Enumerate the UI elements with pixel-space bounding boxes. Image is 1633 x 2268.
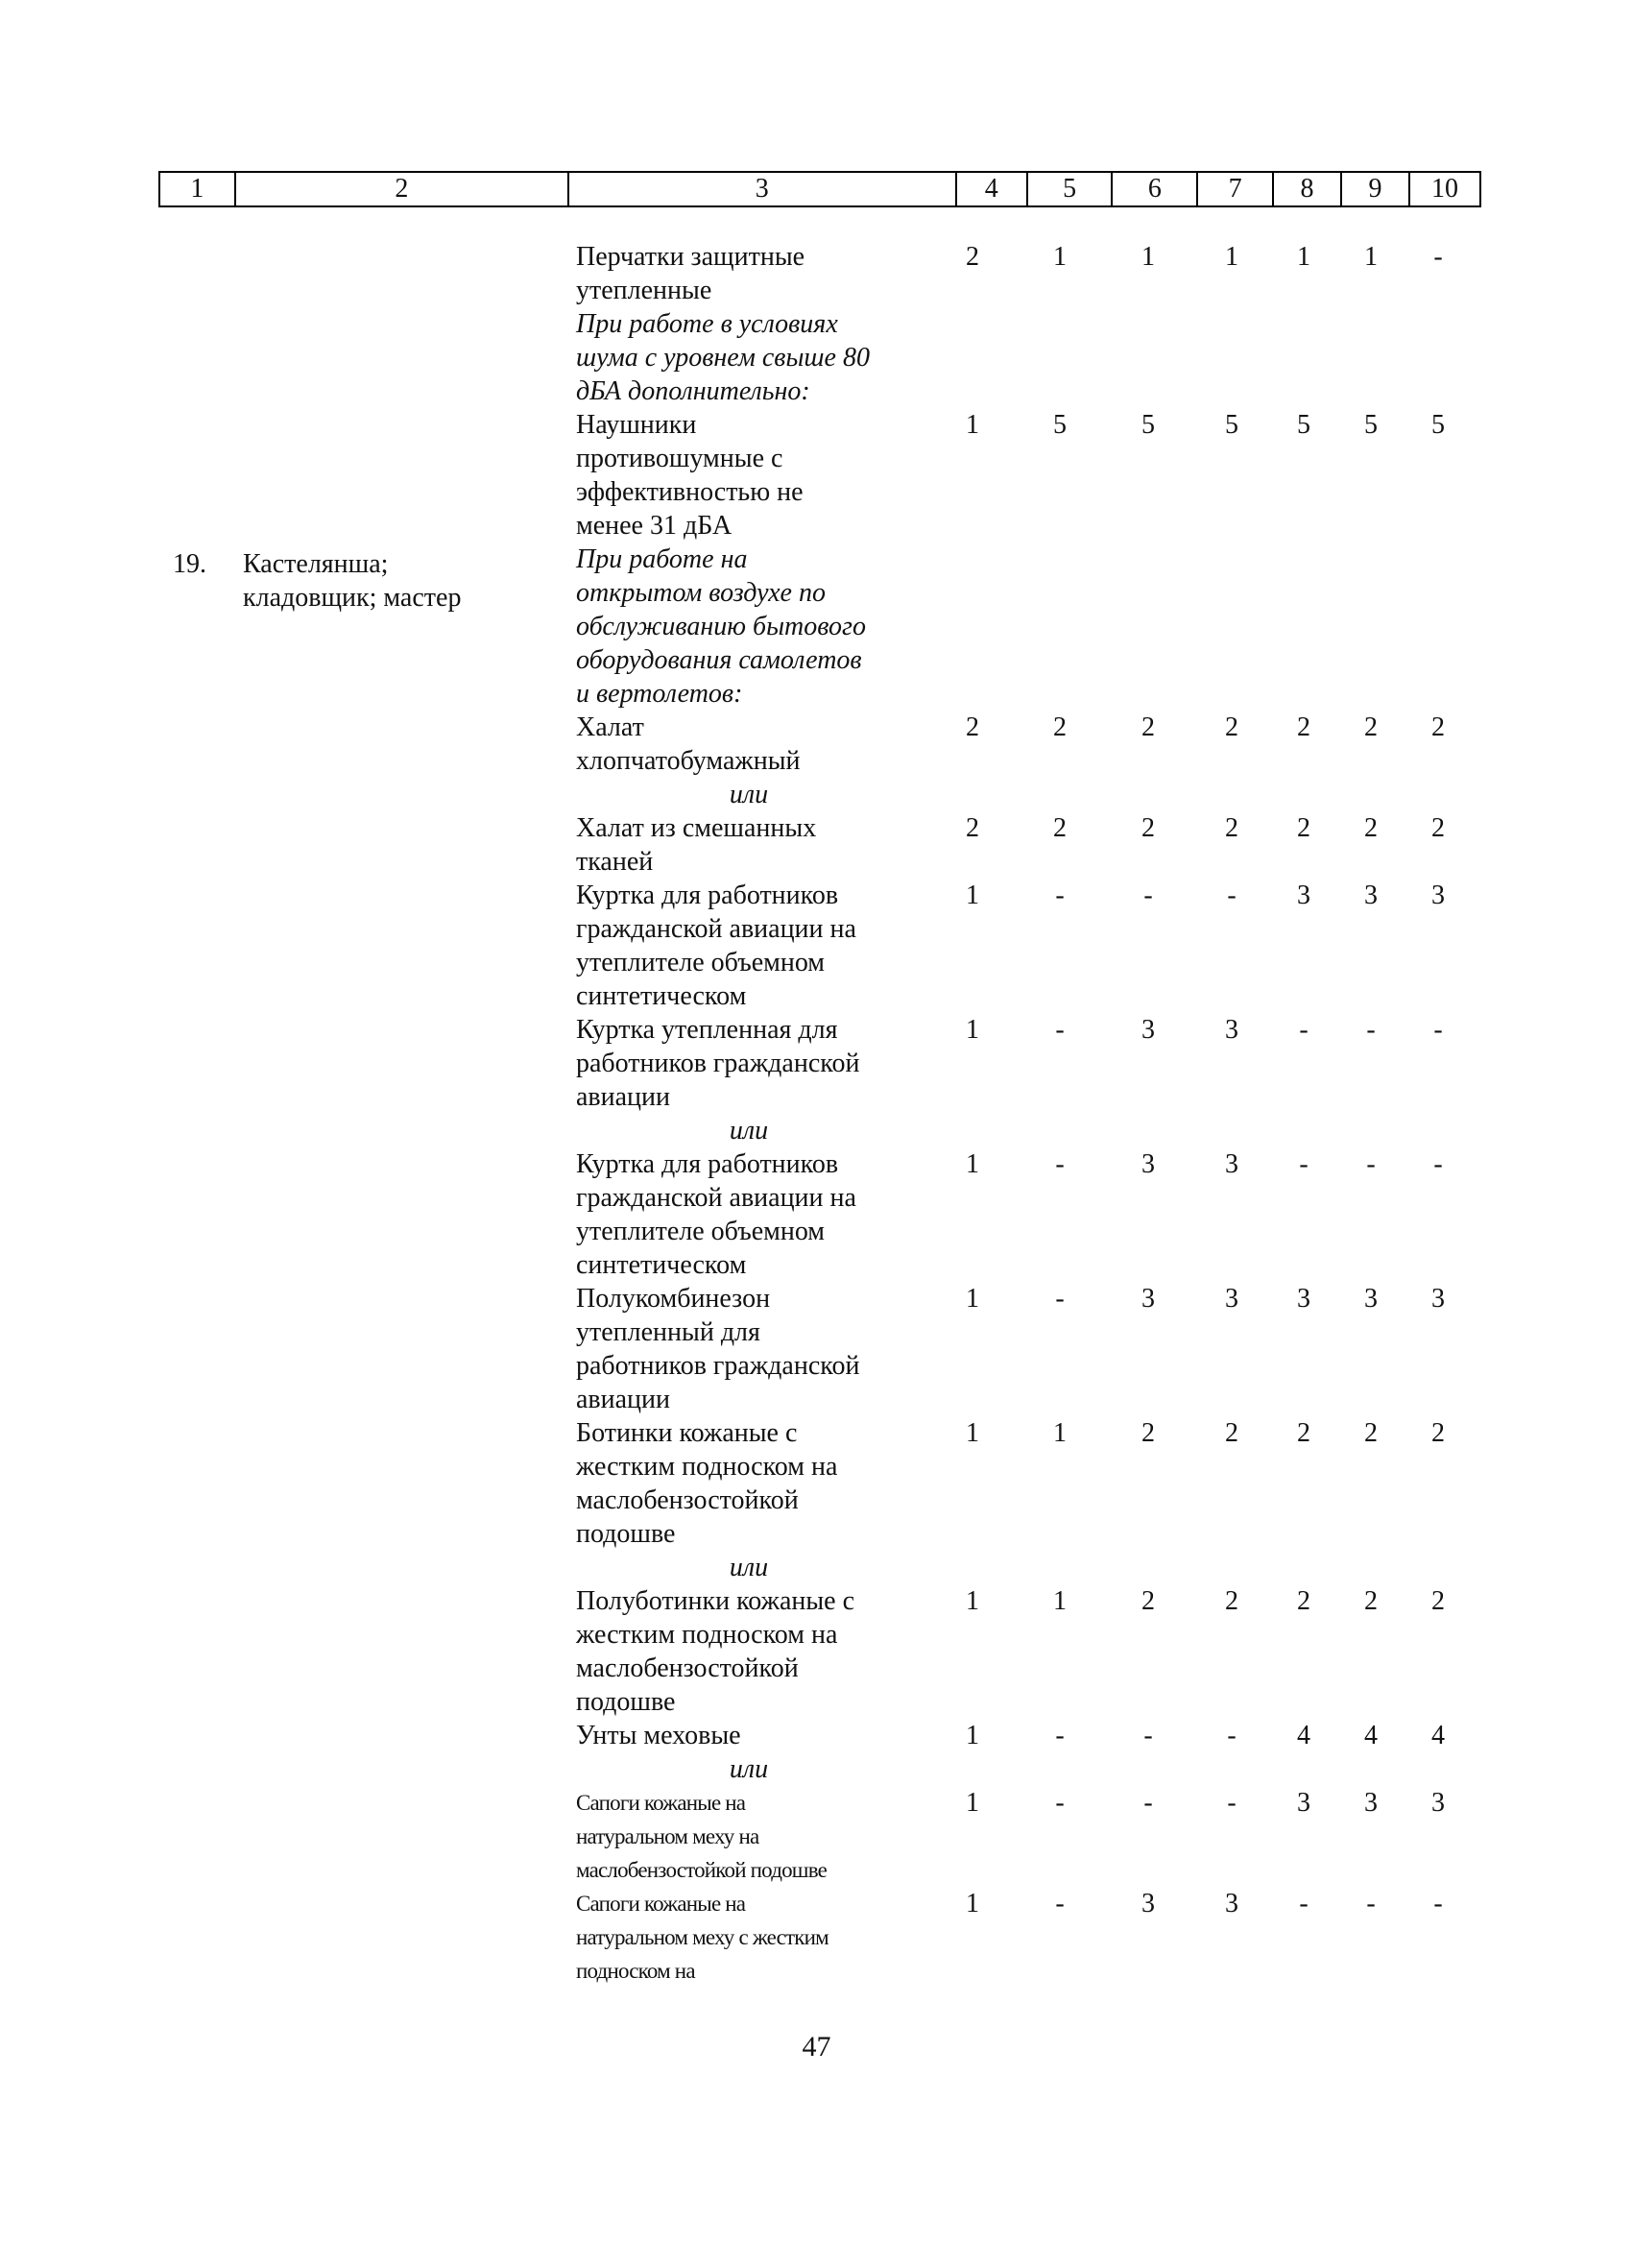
item-name-line: Сапоги кожаные на <box>576 1892 746 1916</box>
or-separator <box>576 778 1488 811</box>
item-name-line: натуральном меху с жестким <box>576 1925 829 1949</box>
value-cell: - <box>1143 1721 1153 1750</box>
value-cell: 2 <box>1141 712 1155 742</box>
or-separator <box>576 1551 1488 1584</box>
item-name-line: Унты меховые <box>576 1721 741 1750</box>
value-cell: 1 <box>966 1889 979 1918</box>
item-values <box>576 1786 1488 1820</box>
value-cell: 3 <box>1297 881 1310 910</box>
value-cell: 2 <box>1141 1418 1155 1448</box>
item-values <box>576 879 1488 912</box>
item-name-line: работников гражданской <box>576 1049 860 1078</box>
row-position-line: кладовщик; мастер <box>243 583 462 613</box>
value-cell: - <box>1227 881 1237 910</box>
value-cell: 3 <box>1297 1788 1310 1818</box>
item-name-line: противошумные с <box>576 444 783 473</box>
list-item <box>576 1416 1488 1551</box>
item-values <box>576 711 1488 744</box>
list-item <box>576 408 1488 543</box>
value-cell: 1 <box>966 1788 979 1818</box>
item-values <box>576 240 1488 274</box>
value-cell: - <box>1055 1015 1065 1045</box>
value-cell: - <box>1055 1889 1065 1918</box>
value-cell: - <box>1055 1284 1065 1314</box>
row-position-name <box>243 547 560 615</box>
or-label: или <box>729 1116 769 1146</box>
value-cell: 3 <box>1225 1889 1238 1918</box>
item-name-line: утеплителе объемном <box>576 948 826 977</box>
value-cell: - <box>1433 1889 1443 1918</box>
value-cell: - <box>1299 1149 1309 1179</box>
value-cell: 3 <box>1225 1284 1238 1314</box>
header-cell: 7 <box>1198 173 1274 205</box>
value-cell: 3 <box>1364 881 1378 910</box>
header-cell: 9 <box>1342 173 1410 205</box>
item-name-line: Куртка для работников <box>576 1149 839 1179</box>
value-cell: 1 <box>1225 242 1238 272</box>
value-cell: 1 <box>966 1586 979 1616</box>
value-cell: 2 <box>1364 1418 1378 1448</box>
item-name-line: При работе на <box>576 544 748 574</box>
value-cell: - <box>1055 1788 1065 1818</box>
item-name-line: дБА дополнительно: <box>576 376 810 406</box>
condition-note <box>576 307 1488 408</box>
item-name-line: авиации <box>576 1082 671 1112</box>
list-item <box>576 240 1488 307</box>
value-cell: 5 <box>1141 410 1155 440</box>
value-cell: 3 <box>1141 1284 1155 1314</box>
value-cell: 1 <box>966 1721 979 1750</box>
value-cell: - <box>1299 1889 1309 1918</box>
item-name-line: менее 31 дБА <box>576 511 732 541</box>
list-item <box>576 711 1488 778</box>
item-name-line: обслуживанию бытового <box>576 612 866 641</box>
item-name-line: маслобензостойкой <box>576 1485 799 1515</box>
list-item <box>576 1584 1488 1719</box>
value-cell: 2 <box>1053 712 1067 742</box>
value-cell: 3 <box>1141 1889 1155 1918</box>
value-cell: - <box>1366 1015 1376 1045</box>
value-cell: - <box>1055 1721 1065 1750</box>
item-name-line: Полуботинки кожаные с <box>576 1586 855 1616</box>
value-cell: 1 <box>1297 242 1310 272</box>
value-cell: 1 <box>966 1284 979 1314</box>
item-name-line: маслобензостойкой <box>576 1653 799 1683</box>
value-cell: 2 <box>1297 1418 1310 1448</box>
value-cell: 2 <box>1364 712 1378 742</box>
item-name-line: натуральном меху на <box>576 1824 759 1848</box>
item-name-line: утепленный для <box>576 1317 760 1347</box>
item-values <box>576 1147 1488 1181</box>
list-item <box>576 1282 1488 1416</box>
value-cell: 5 <box>1225 410 1238 440</box>
item-name-line: оборудования самолетов <box>576 645 862 675</box>
value-cell: 1 <box>966 881 979 910</box>
item-name-line: Наушники <box>576 410 697 440</box>
ppe-items-list <box>576 240 1488 1988</box>
value-cell: 2 <box>1225 813 1238 843</box>
item-values <box>576 1584 1488 1618</box>
or-separator <box>576 1752 1488 1786</box>
value-cell: 3 <box>1431 881 1445 910</box>
value-cell: 2 <box>1141 813 1155 843</box>
value-cell: 3 <box>1364 1284 1378 1314</box>
header-cell: 8 <box>1274 173 1342 205</box>
item-values <box>576 811 1488 845</box>
value-cell: 4 <box>1364 1721 1378 1750</box>
value-cell: 1 <box>1053 242 1067 272</box>
value-cell: 1 <box>966 1149 979 1179</box>
row-number: 19. <box>173 549 206 579</box>
value-cell: 2 <box>1431 1418 1445 1448</box>
value-cell: 4 <box>1431 1721 1445 1750</box>
item-name-line: и вертолетов: <box>576 679 743 709</box>
item-name-line: гражданской авиации на <box>576 1183 856 1213</box>
or-label: или <box>729 1754 769 1784</box>
header-cell: 2 <box>236 173 569 205</box>
header-cell: 6 <box>1113 173 1198 205</box>
header-cell: 5 <box>1028 173 1114 205</box>
value-cell: - <box>1433 1015 1443 1045</box>
item-values <box>576 1416 1488 1450</box>
value-cell: 2 <box>1225 1586 1238 1616</box>
value-cell: 3 <box>1431 1284 1445 1314</box>
item-name-line: При работе в условиях <box>576 309 838 339</box>
item-name-line: жестким подноском на <box>576 1620 838 1650</box>
list-item <box>576 1887 1488 1988</box>
item-name-line: Куртка для работников <box>576 881 839 910</box>
header-cell: 3 <box>569 173 957 205</box>
value-cell: 2 <box>1431 813 1445 843</box>
item-name-line: Халат <box>576 712 644 742</box>
value-cell: 1 <box>1364 242 1378 272</box>
value-cell: 2 <box>1297 813 1310 843</box>
item-values <box>576 1013 1488 1047</box>
value-cell: 5 <box>1297 410 1310 440</box>
item-name-line: авиации <box>576 1385 671 1414</box>
item-name-line: жестким подноском на <box>576 1452 838 1482</box>
value-cell: 2 <box>1225 1418 1238 1448</box>
item-name-line: синтетическом <box>576 981 747 1011</box>
item-name-line: Куртка утепленная для <box>576 1015 838 1045</box>
value-cell: 1 <box>966 410 979 440</box>
item-name-line: Перчатки защитные <box>576 242 805 272</box>
condition-note-text <box>576 307 922 408</box>
item-name-line: подошве <box>576 1519 676 1549</box>
item-values <box>576 1719 1488 1752</box>
value-cell: 2 <box>1364 1586 1378 1616</box>
value-cell: - <box>1055 1149 1065 1179</box>
item-name-line: тканей <box>576 847 654 877</box>
or-separator <box>576 1114 1488 1147</box>
value-cell: - <box>1366 1889 1376 1918</box>
value-cell: 4 <box>1297 1721 1310 1750</box>
value-cell: 2 <box>1053 813 1067 843</box>
value-cell: 2 <box>1431 1586 1445 1616</box>
value-cell: - <box>1143 1788 1153 1818</box>
table-header-row <box>158 171 1481 207</box>
value-cell: - <box>1433 1149 1443 1179</box>
value-cell: 2 <box>1297 712 1310 742</box>
list-item <box>576 1719 1488 1752</box>
value-cell: 2 <box>1141 1586 1155 1616</box>
header-cell: 1 <box>160 173 236 205</box>
item-values <box>576 1282 1488 1315</box>
value-cell: - <box>1366 1149 1376 1179</box>
item-name-line: открытом воздухе по <box>576 578 826 608</box>
item-name-line: хлопчатобумажный <box>576 746 801 776</box>
item-values <box>576 408 1488 442</box>
value-cell: 1 <box>966 1015 979 1045</box>
value-cell: 1 <box>1053 1586 1067 1616</box>
item-name-line: работников гражданской <box>576 1351 860 1381</box>
item-name-line: эффективностью не <box>576 477 804 507</box>
value-cell: 3 <box>1141 1015 1155 1045</box>
value-cell: 2 <box>966 712 979 742</box>
value-cell: 3 <box>1225 1149 1238 1179</box>
value-cell: - <box>1227 1788 1237 1818</box>
value-cell: 3 <box>1141 1149 1155 1179</box>
header-cell: 10 <box>1410 173 1481 205</box>
condition-note <box>576 543 1488 711</box>
list-item <box>576 879 1488 1013</box>
value-cell: - <box>1055 881 1065 910</box>
value-cell: 2 <box>1297 1586 1310 1616</box>
list-item <box>576 1013 1488 1114</box>
value-cell: 3 <box>1225 1015 1238 1045</box>
item-name-line: Халат из смешанных <box>576 813 817 843</box>
item-name-line: Полукомбинезон <box>576 1284 771 1314</box>
item-name-line: синтетическом <box>576 1250 747 1280</box>
item-name-line: Ботинки кожаные с <box>576 1418 798 1448</box>
value-cell: 2 <box>1225 712 1238 742</box>
condition-note-text <box>576 543 922 711</box>
value-cell: 5 <box>1364 410 1378 440</box>
item-name-line: Сапоги кожаные на <box>576 1791 746 1815</box>
item-name-line: утепленные <box>576 276 712 305</box>
list-item <box>576 811 1488 879</box>
value-cell: 3 <box>1364 1788 1378 1818</box>
value-cell: 3 <box>1431 1788 1445 1818</box>
item-name-line: маслобензостойкой подошве <box>576 1858 828 1882</box>
value-cell: 1 <box>966 1418 979 1448</box>
value-cell: - <box>1143 881 1153 910</box>
item-name-line: подошве <box>576 1687 676 1717</box>
value-cell: 1 <box>1141 242 1155 272</box>
item-values <box>576 1887 1488 1920</box>
value-cell: - <box>1227 1721 1237 1750</box>
list-item <box>576 1786 1488 1887</box>
value-cell: 2 <box>1364 813 1378 843</box>
value-cell: - <box>1433 242 1443 272</box>
item-name-line: подноском на <box>576 1959 695 1983</box>
list-item <box>576 1147 1488 1282</box>
value-cell: 5 <box>1431 410 1445 440</box>
item-name-line: шума с уровнем свыше 80 <box>576 343 870 373</box>
row-position-line: Кастелянша; <box>243 549 389 579</box>
page-number: 47 <box>802 2031 831 2063</box>
or-label: или <box>729 1553 769 1582</box>
value-cell: - <box>1299 1015 1309 1045</box>
value-cell: 2 <box>966 813 979 843</box>
header-cell: 4 <box>957 173 1028 205</box>
value-cell: 2 <box>966 242 979 272</box>
value-cell: 2 <box>1431 712 1445 742</box>
or-label: или <box>729 780 769 809</box>
item-name-line: утеплителе объемном <box>576 1217 826 1246</box>
value-cell: 1 <box>1053 1418 1067 1448</box>
item-name-line: гражданской авиации на <box>576 914 856 944</box>
value-cell: 5 <box>1053 410 1067 440</box>
value-cell: 3 <box>1297 1284 1310 1314</box>
